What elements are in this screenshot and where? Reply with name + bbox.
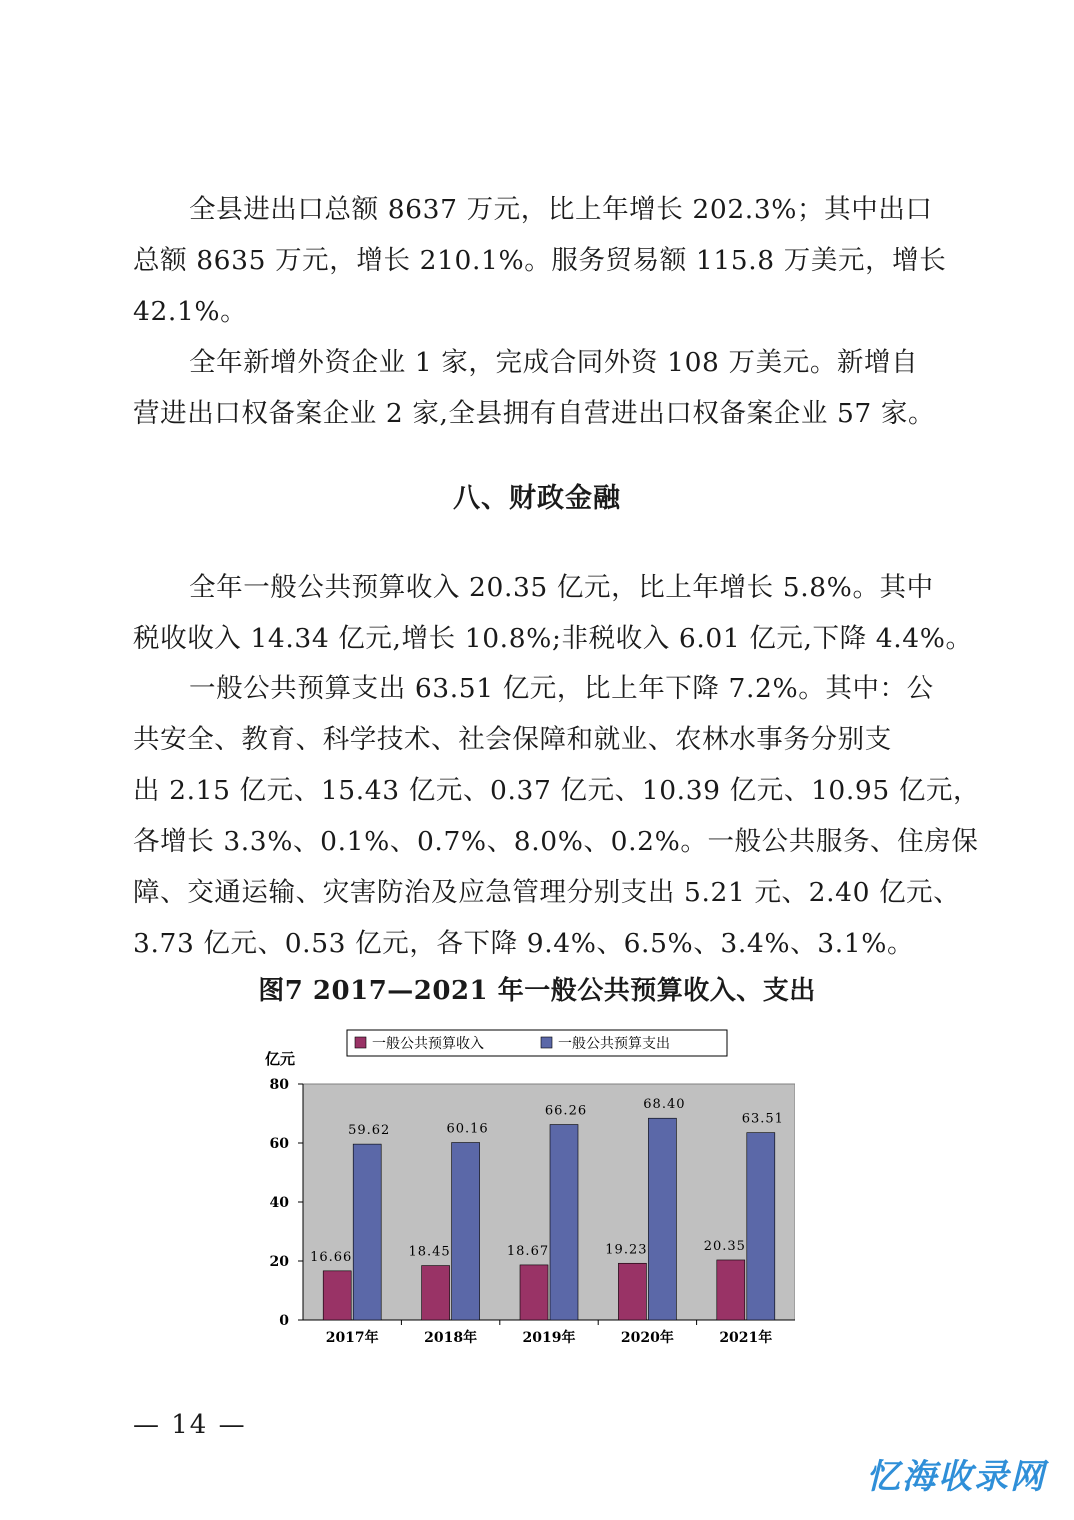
bar-revenue bbox=[717, 1260, 745, 1320]
text-line: 共安全、教育、科学技术、社会保障和就业、农林水事务分别支 bbox=[133, 724, 892, 755]
legend-label: 一般公共预算收入 bbox=[372, 1036, 484, 1052]
bar-revenue bbox=[422, 1266, 450, 1320]
data-label: 66.26 bbox=[544, 1103, 588, 1119]
watermark-logo: 忆海收录网 bbox=[866, 1457, 1046, 1497]
data-label: 19.23 bbox=[605, 1242, 648, 1258]
y-tick-label: 80 bbox=[269, 1077, 289, 1093]
legend-swatch bbox=[541, 1037, 552, 1048]
text-line: 3.73 亿元、0.53 亿元，各下降 9.4%、6.5%、3.4%、3.1%。 bbox=[133, 928, 915, 959]
text-line: 一般公共预算支出 63.51 亿元，比上年下降 7.2%。其中：公 bbox=[189, 673, 934, 704]
text-line: 总额 8635 万元，增长 210.1%。服务贸易额 115.8 万美元，增长 bbox=[133, 245, 947, 276]
text-line: 全年新增外资企业 1 家，完成合同外资 108 万美元。新增自 bbox=[189, 347, 919, 378]
legend-label: 一般公共预算支出 bbox=[558, 1036, 670, 1052]
data-label: 16.66 bbox=[310, 1249, 353, 1265]
paragraph-foreign-investment bbox=[133, 337, 945, 439]
paragraph-expenditure bbox=[133, 663, 981, 969]
y-axis-label: 亿元 bbox=[265, 1050, 296, 1068]
text-line: 各增长 3.3%、0.1%、0.7%、8.0%、0.2%。一般公共服务、住房保 bbox=[133, 826, 979, 857]
data-label: 60.16 bbox=[446, 1121, 489, 1137]
x-tick-label: 2020年 bbox=[620, 1330, 674, 1346]
paragraph-revenue bbox=[133, 562, 973, 664]
bar-revenue bbox=[520, 1265, 548, 1320]
x-tick-label: 2019年 bbox=[522, 1330, 576, 1346]
text-line: 营进出口权备案企业 2 家,全县拥有自营进出口权备案企业 57 家。 bbox=[133, 398, 936, 429]
x-tick-label: 2018年 bbox=[424, 1330, 478, 1346]
bar-expenditure bbox=[550, 1125, 578, 1320]
text-line: 全年一般公共预算收入 20.35 亿元，比上年增长 5.8%。其中 bbox=[189, 572, 934, 603]
y-tick-label: 20 bbox=[269, 1254, 289, 1270]
text-line: 出 2.15 亿元、15.43 亿元、0.37 亿元、10.39 亿元、10.95 亿元， bbox=[133, 775, 981, 806]
text-line: 税收收入 14.34 亿元,增长 10.8%;非税收入 6.01 亿元,下降 4.4%。 bbox=[133, 623, 973, 654]
bar-revenue bbox=[323, 1271, 351, 1320]
y-tick-label: 60 bbox=[269, 1136, 289, 1152]
data-label: 63.51 bbox=[741, 1111, 784, 1127]
data-label: 59.62 bbox=[348, 1123, 391, 1139]
bar-revenue bbox=[618, 1263, 646, 1320]
figure-title: 图7 2017—2021 年一般公共预算收入、支出 bbox=[258, 976, 816, 1006]
legend-swatch bbox=[355, 1037, 366, 1048]
section-heading: 八、财政金融 bbox=[453, 483, 621, 514]
bar-expenditure bbox=[452, 1143, 480, 1320]
paragraph-trade bbox=[133, 184, 945, 337]
x-tick-label: 2017年 bbox=[325, 1330, 379, 1346]
bar-expenditure bbox=[353, 1144, 381, 1320]
y-tick-label: 40 bbox=[269, 1195, 289, 1211]
data-label: 18.67 bbox=[506, 1243, 550, 1259]
x-tick-label: 2021年 bbox=[719, 1330, 773, 1346]
data-label: 18.45 bbox=[408, 1244, 451, 1260]
bar-expenditure bbox=[648, 1118, 676, 1320]
text-line: 42.1%。 bbox=[133, 296, 248, 327]
text-line: 全县进出口总额 8637 万元，比上年增长 202.3%；其中出口 bbox=[189, 194, 933, 225]
y-tick-label: 0 bbox=[279, 1313, 289, 1329]
text-line: 障、交通运输、灾害防治及应急管理分别支出 5.21 元、2.40 亿元、 bbox=[133, 877, 961, 908]
bar-expenditure bbox=[747, 1133, 775, 1320]
data-label: 20.35 bbox=[703, 1238, 746, 1254]
budget-bar-chart bbox=[255, 1022, 795, 1352]
page-number: — 14 — bbox=[133, 1410, 247, 1440]
data-label: 68.40 bbox=[643, 1097, 686, 1113]
